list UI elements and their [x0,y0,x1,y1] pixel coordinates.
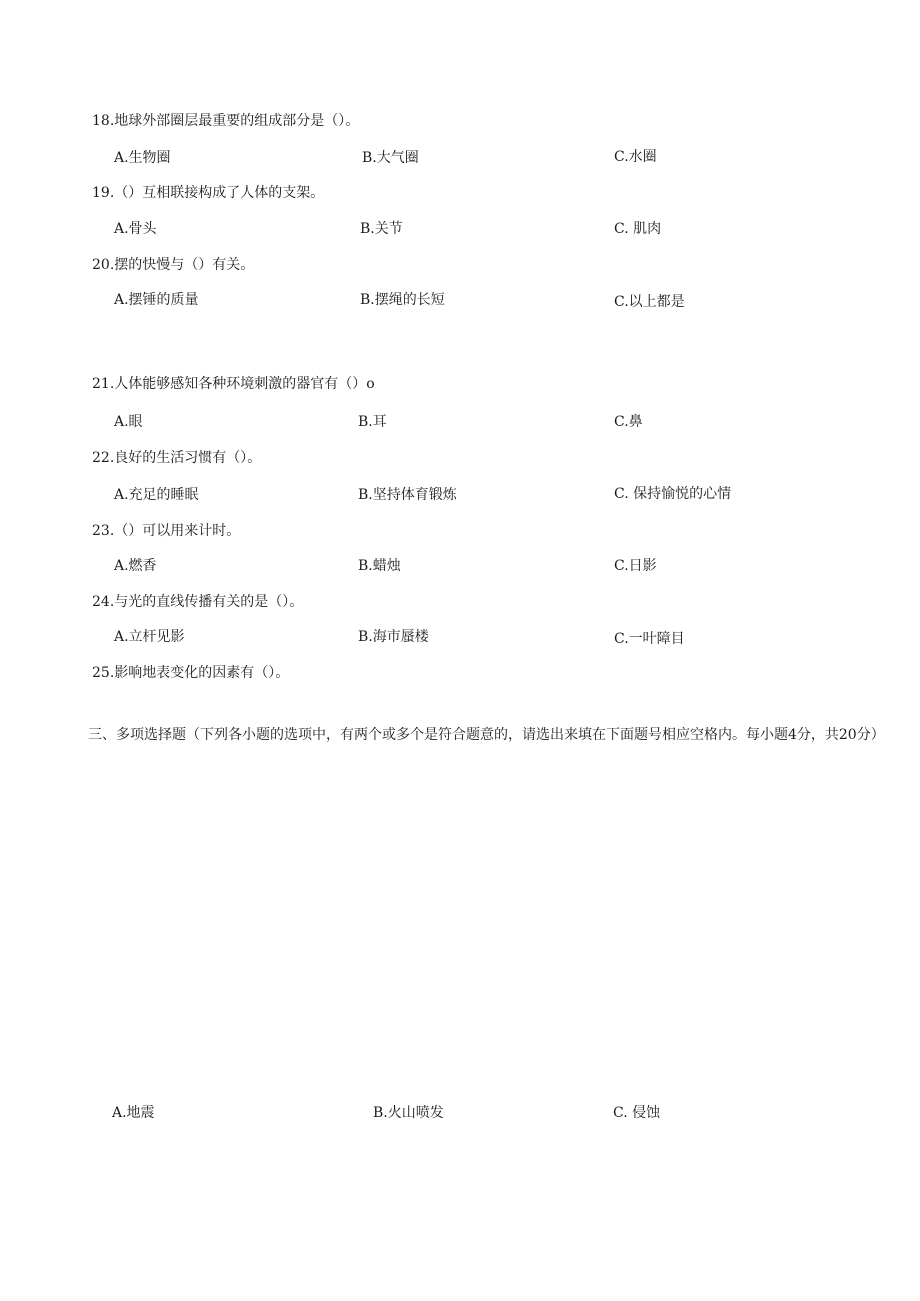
question-19-option-c: C. 肌肉 [614,221,662,237]
question-23-option-b: B.蜡烛 [358,558,401,574]
question-19-stem: 19.（）互相联接构成了人体的支架。 [92,185,325,201]
question-21-option-c: C.鼻 [614,414,643,430]
question-22-option-b: B.坚持体育锻炼 [358,487,457,503]
question-22-option-c: C. 保持愉悦的心情 [614,486,732,502]
question-25-option-a: A.地震 [112,1105,155,1121]
question-23-stem: 23.（）可以用来计时。 [92,523,241,539]
question-24-stem: 24.与光的直线传播有关的是（）。 [92,594,304,610]
section-heading: 三、多项选择题（下列各小题的选项中，有两个或多个是符合题意的，请选出来填在下面题号相应空格内。每小题4分，共20分） [88,727,885,743]
question-23-option-c: C.日影 [614,558,657,574]
question-20-stem: 20.摆的快慢与（）有关。 [92,257,255,273]
question-19-option-b: B.关节 [360,221,403,237]
question-18-stem: 18.地球外部圈层最重要的组成部分是（）。 [92,113,360,129]
question-19-option-a: A.骨头 [114,221,157,237]
question-18-option-b: B.大气圈 [362,150,419,166]
question-22-option-a: A.充足的睡眠 [114,487,199,503]
question-20-option-a: A.摆锤的质量 [114,292,199,308]
question-20-option-c: C.以上都是 [614,294,685,310]
question-25-stem: 25.影响地表变化的因素有（）。 [92,665,290,681]
question-21-option-b: B.耳 [358,414,387,430]
question-22-stem: 22.良好的生活习惯有（）。 [92,450,262,466]
question-24-option-b: B.海市蜃楼 [358,629,429,645]
question-24-option-c: C.一叶障目 [614,631,685,647]
question-21-option-a: A.眼 [114,414,143,430]
question-20-option-b: B.摆绳的长短 [360,292,445,308]
question-25-option-b: B.火山喷发 [373,1105,444,1121]
question-18-option-c: C.水圈 [614,149,657,165]
question-24-option-a: A.立杆见影 [114,629,185,645]
question-18-option-a: A.生物圈 [114,150,171,166]
question-21-stem: 21.人体能够感知各种环境刺激的器官有（）o [92,376,375,392]
question-23-option-a: A.燃香 [114,558,157,574]
question-25-option-c: C. 侵蚀 [613,1105,661,1121]
